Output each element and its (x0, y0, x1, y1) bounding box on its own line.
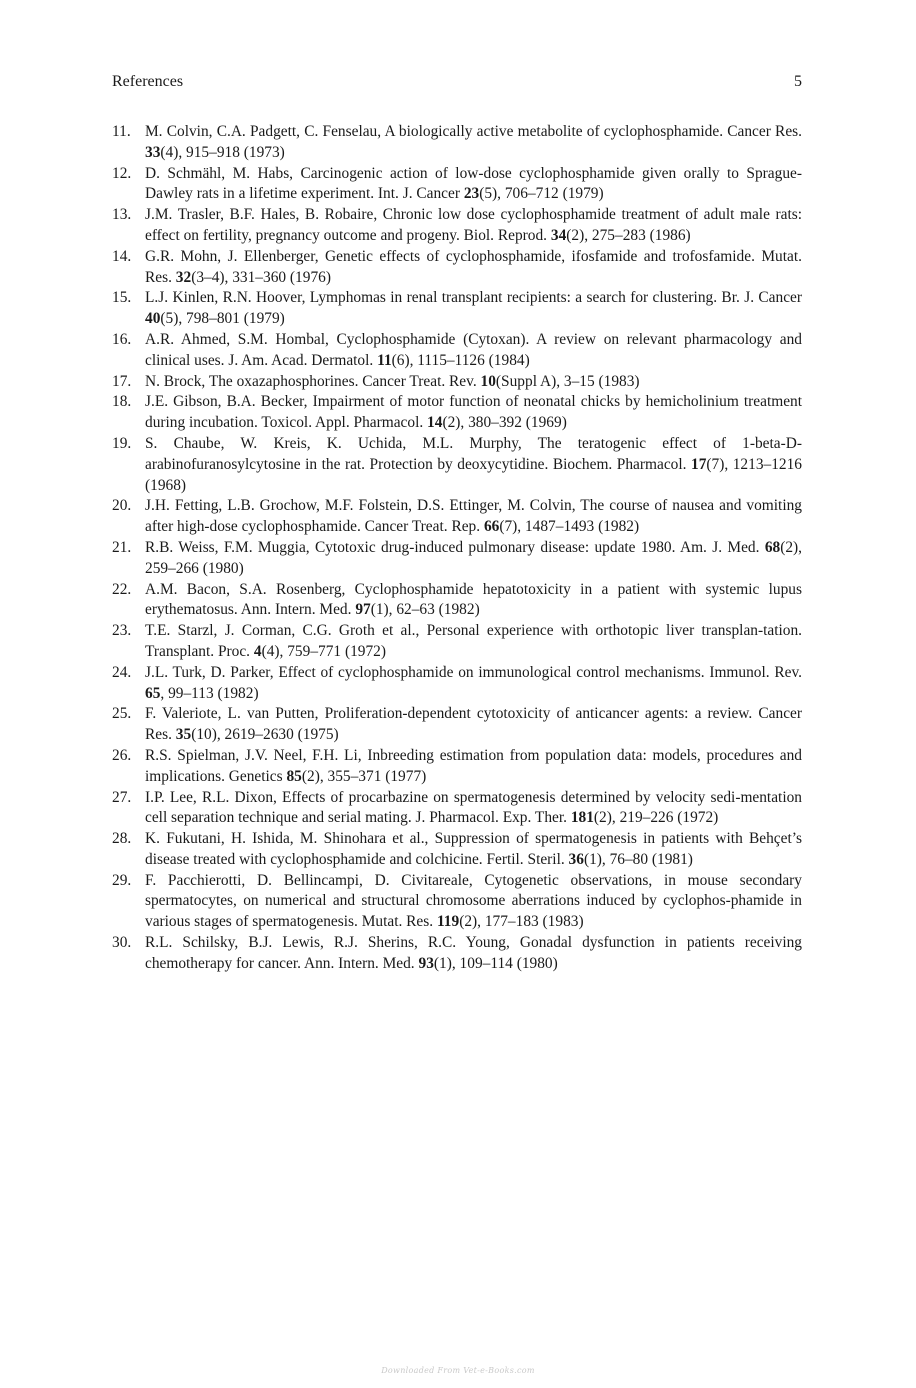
volume-number: 93 (418, 954, 434, 972)
reference-number: 22. (112, 580, 132, 598)
reference-item (112, 621, 802, 663)
volume-number: 33 (145, 143, 161, 161)
reference-text: F. Pacchierotti, D. Bellincampi, D. Civitareale, Cytogenetic observations, in mouse secondary spermatocytes, on numerical and structural chromosome aberrations induced by cyclophos-phamide in various stages of spermatogenesis. Mutat. Res. 119(2), 177–183 (1983) (145, 871, 802, 931)
running-head-title: References (112, 73, 184, 90)
reference-item (112, 580, 802, 622)
reference-item (112, 392, 802, 434)
reference-item (112, 788, 802, 830)
volume-number: 66 (483, 518, 500, 536)
reference-number: 20. (112, 497, 132, 515)
volume-number: 34 (550, 226, 567, 244)
reference-item (112, 933, 802, 975)
reference-item (112, 372, 802, 393)
reference-number: 27. (112, 788, 132, 806)
reference-number: 18. (112, 393, 132, 411)
reference-number: 24. (112, 663, 132, 681)
reference-text: S. Chaube, W. Kreis, K. Uchida, M.L. Murphy, The teratogenic effect of 1-beta-D-arabinofuranosylcytosine in the rat. Protection by deoxycytidine. Biochem. Pharmacol. 17(7), 1213–1216 (1968) (145, 434, 802, 494)
reference-text: F. Valeriote, L. van Putten, Proliferation-dependent cytotoxicity of anticancer agents: a review. Cancer Res. 35(10), 2619–2630 (1975) (145, 705, 802, 744)
reference-number: 11. (112, 123, 131, 140)
reference-item (112, 663, 802, 705)
reference-text: N. Brock, The oxazaphosphorines. Cancer Treat. Rev. 10(Suppl A), 3–15 (1983) (145, 372, 640, 390)
reference-number: 21. (112, 538, 132, 556)
reference-text: J.H. Fetting, L.B. Grochow, M.F. Folstein, D.S. Ettinger, M. Colvin, The course of nausea and vomiting after high-dose cyclophosphamide. Cancer Treat. Rep. 66(7), 1487–1493 (1982) (145, 497, 802, 536)
reference-text: R.S. Spielman, J.V. Neel, F.H. Li, Inbreeding estimation from population data: models, procedures and implications. Genetics 85(2), 355–371 (1977) (145, 746, 802, 785)
reference-text: I.P. Lee, R.L. Dixon, Effects of procarbazine on spermatogenesis determined by velocity sedi-mentation cell separation technique and serial mating. J. Pharmacol. Exp. Ther. 181(2), 219–226 (1972) (145, 788, 802, 827)
volume-number: 10 (480, 372, 496, 390)
reference-number: 13. (112, 206, 132, 224)
reference-number: 17. (112, 372, 132, 390)
reference-item (112, 704, 802, 746)
volume-number: 85 (286, 767, 302, 785)
reference-list (112, 122, 802, 975)
reference-text: L.J. Kinlen, R.N. Hoover, Lymphomas in renal transplant recipients: a search for clustering. Br. J. Cancer 40(5), 798–801 (1979) (145, 289, 802, 328)
reference-item (112, 496, 802, 538)
download-watermark: Downloaded From Vet-e-Books.com (381, 1366, 535, 1375)
reference-item (112, 746, 802, 788)
reference-number: 14. (112, 247, 132, 265)
volume-number: 68 (764, 538, 781, 556)
reference-number: 26. (112, 746, 132, 764)
volume-number: 36 (568, 850, 584, 868)
reference-item (112, 205, 802, 247)
reference-item (112, 871, 802, 933)
reference-text: R.B. Weiss, F.M. Muggia, Cytotoxic drug-induced pulmonary disease: update 1980. Am. J. Med. 68(2), 259–266 (1980) (145, 538, 802, 577)
reference-number: 25. (112, 705, 132, 723)
reference-number: 29. (112, 871, 132, 889)
reference-item (112, 434, 802, 496)
reference-text: A.R. Ahmed, S.M. Hombal, Cyclophosphamide (Cytoxan). A review on relevant pharmacology and clinical uses. J. Am. Acad. Dermatol. 11(6), 1115–1126 (1984) (145, 330, 802, 369)
reference-text: J.E. Gibson, B.A. Becker, Impairment of motor function of neonatal chicks by hemicholinium treatment during incubation. Toxicol. Appl. Pharmacol. 14(2), 380–392 (1969) (145, 393, 802, 432)
volume-number: 40 (145, 310, 161, 328)
reference-item (112, 288, 802, 330)
reference-item (112, 164, 802, 206)
reference-number: 16. (112, 330, 132, 348)
volume-number: 32 (175, 268, 192, 286)
reference-item (112, 829, 802, 871)
reference-number: 30. (112, 934, 132, 952)
reference-text: J.M. Trasler, B.F. Hales, B. Robaire, Chronic low dose cyclophosphamide treatment of adult male rats: effect on fertility, pregnancy outcome and progeny. Biol. Reprod. 34(2), 275–283 (1986) (145, 206, 802, 244)
reference-item (112, 330, 802, 372)
reference-text: K. Fukutani, H. Ishida, M. Shinohara et al., Suppression of spermatogenesis in patients with Behçet’s disease treated with cyclophosphamide and colchicine. Fertil. Steril. 36(1), 76–80 (1981) (145, 830, 802, 868)
volume-number: 23 (463, 185, 480, 203)
volume-number: 35 (175, 726, 192, 744)
reference-item (112, 122, 802, 164)
reference-number: 12. (112, 164, 132, 182)
reference-item (112, 247, 802, 289)
reference-text: J.L. Turk, D. Parker, Effect of cyclophosphamide on immunological control mechanisms. Immunol. Rev. 65, 99–113 (1982) (145, 663, 802, 702)
reference-text: R.L. Schilsky, B.J. Lewis, R.J. Sherins, R.C. Young, Gonadal dysfunction in patients receiving chemotherapy for cancer. Ann. Intern. Med. 93(1), 109–114 (1980) (145, 934, 802, 972)
volume-number: 119 (436, 913, 460, 931)
volume-number: 65 (145, 684, 161, 702)
volume-number: 14 (427, 414, 443, 432)
volume-number: 17 (691, 455, 707, 473)
reference-number: 15. (112, 289, 132, 307)
reference-text: A.M. Bacon, S.A. Rosenberg, Cyclophosphamide hepatotoxicity in a patient with systemic lupus erythematosus. Ann. Intern. Med. 97(1), 62–63 (1982) (145, 580, 802, 619)
reference-text: D. Schmähl, M. Habs, Carcinogenic action of low-dose cyclophosphamide given orally to Sprague-Dawley rats in a lifetime experiment. Int. J. Cancer 23(5), 706–712 (1979) (145, 164, 802, 203)
reference-number: 19. (112, 434, 132, 452)
reference-text: G.R. Mohn, J. Ellenberger, Genetic effects of cyclophosphamide, ifosfamide and trofosfamide. Mutat. Res. 32(3–4), 331–360 (1976) (145, 247, 802, 286)
page-number: 5 (794, 73, 802, 90)
reference-number: 23. (112, 622, 132, 640)
running-head (112, 72, 802, 94)
volume-number: 11 (377, 351, 392, 369)
reference-text: T.E. Starzl, J. Corman, C.G. Groth et al., Personal experience with orthotopic liver transplan-tation. Transplant. Proc. 4(4), 759–771 (1972) (145, 622, 802, 660)
reference-item (112, 538, 802, 580)
reference-text: M. Colvin, C.A. Padgett, C. Fenselau, A biologically active metabolite of cyclophosphamide. Cancer Res. 33(4), 915–918 (1973) (145, 123, 802, 161)
volume-number: 97 (355, 601, 371, 619)
volume-number: 181 (570, 809, 594, 827)
reference-number: 28. (112, 830, 132, 848)
volume-number: 4 (253, 642, 262, 660)
